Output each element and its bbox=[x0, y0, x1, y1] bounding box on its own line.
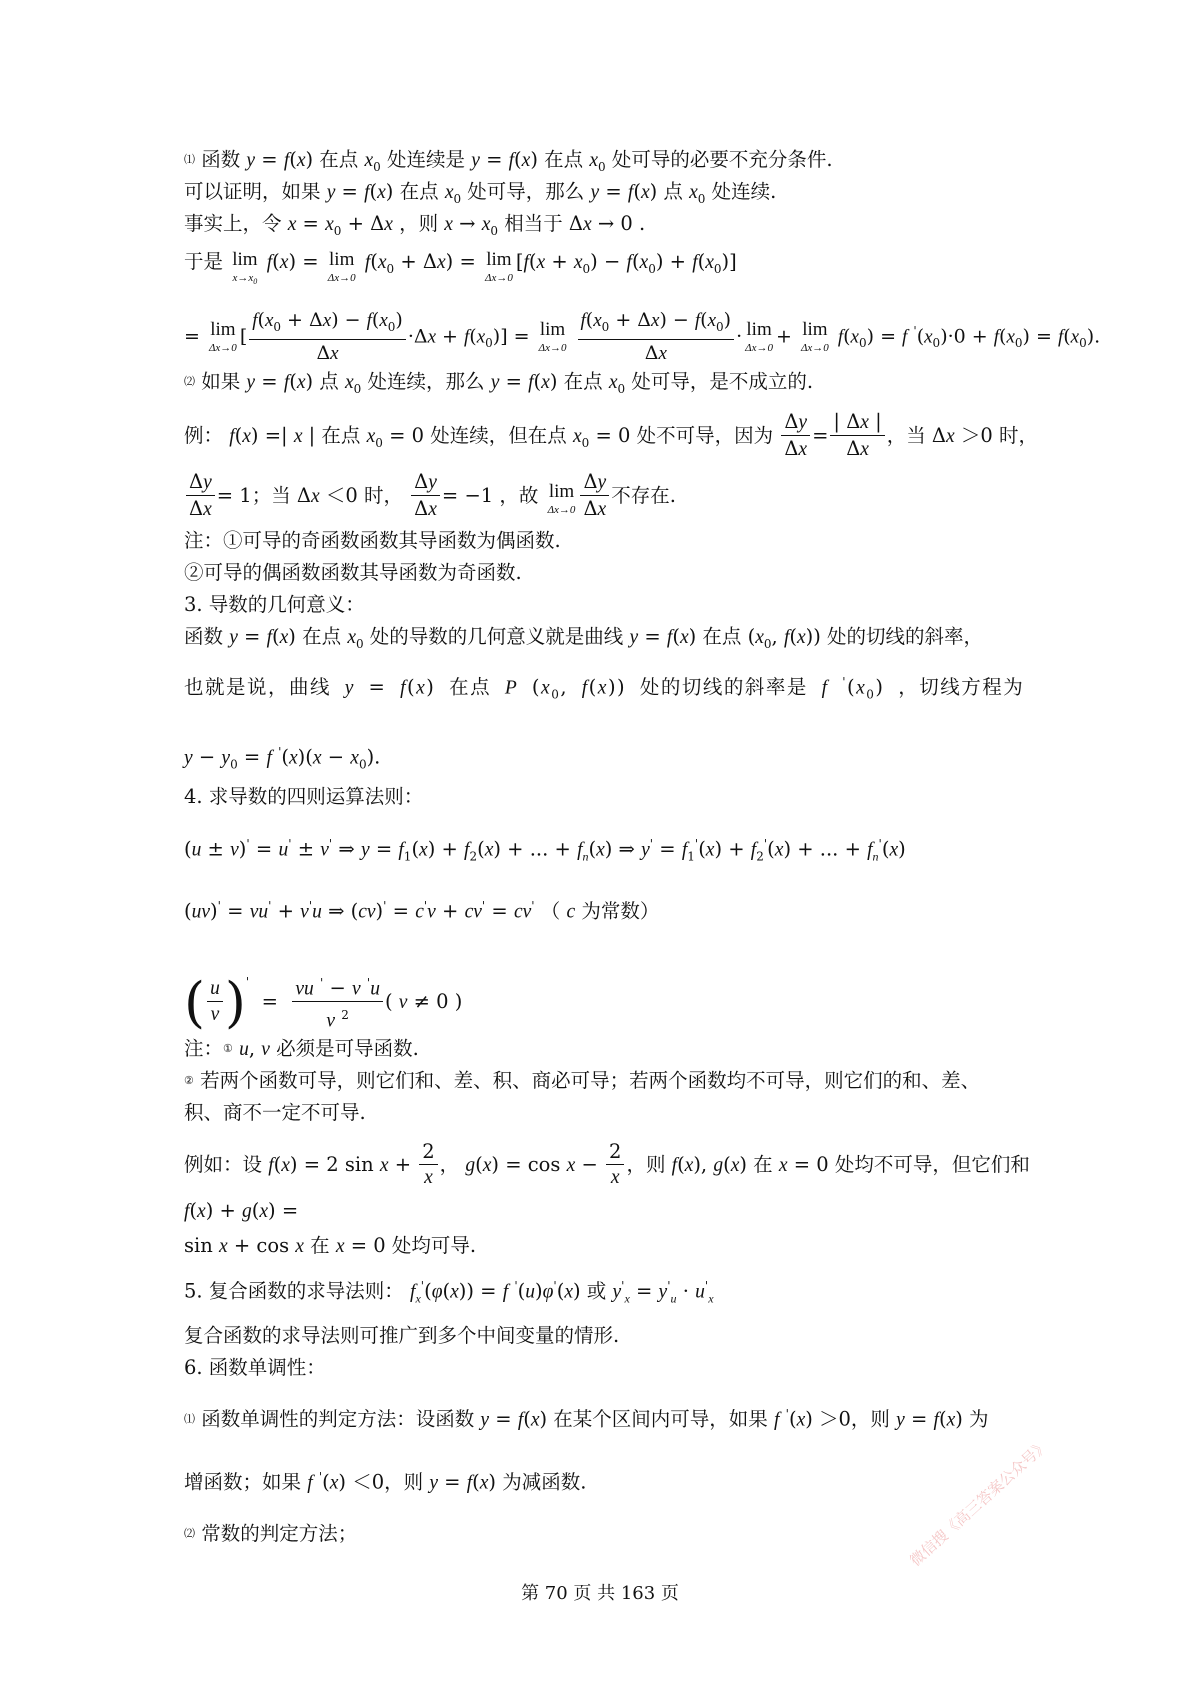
line-28: ⑴ 函数单调性的判定方法：设函数 y = f(x) 在某个区间内可导，如果 f '(x) ＞0，则 y = f(x) 为 bbox=[184, 1407, 989, 1431]
section-3-heading: 3. 导数的几何意义： bbox=[184, 593, 365, 616]
line-24: sin x + cos x 在 x = 0 处均可导. bbox=[184, 1234, 477, 1257]
line-26: 复合函数的求导法则可推广到多个中间变量的情形. bbox=[184, 1324, 620, 1347]
line-17: (uv)' = vu' + v'u ⇒ (cv)' = c'v + cv' = cv' （ c 为常数） bbox=[184, 899, 660, 923]
line-3: 事实上，令 $x = x_0 + \Delta x$ ，则 $x \to x_0$ 相当于 Δx → 0 . bbox=[184, 212, 646, 238]
line-18: ( $\frac{u}{v}$ )' = $\frac{vu ' - v 'u}{v ^2}$ ( v ≠ 0 ) bbox=[184, 970, 463, 1034]
line-2: 可以证明，如果 y = f(x) 在点 $x_0$ 处可导，那么 y = f(x) 点 $x_0$ 处连续. bbox=[184, 180, 777, 206]
line-4: 于是 lim $x\to x_0$ f(x) = lim Δx→0 $f(x_0 + \Delta x)$ = lim Δx→0 $[f(x + x_0) - f(x_0) + f(x_0)]$ bbox=[184, 249, 737, 287]
line-25: 5. 复合函数的求导法则： $f_x'(\varphi(x)) = f$ '(u)φ'(x) 或 $y'_x = y'_u \cdot u'_x$ bbox=[184, 1279, 714, 1306]
line-5: = lim Δx→0 [ $\frac{f(x_0 + \Delta x) - f(x_0)}{\Delta x}$ $\cdot\Delta x + f(x_0)$] = lim Δx→0 $\frac{f(x_0 + \Delta x) - f(x_0)}{\Delta x}$ · lim Δx→0 + lim Δx→0 $f(x_0) = f$ $'(x_0)\cdot 0 + f(x_0) = f(x_0)$. bbox=[184, 309, 1101, 364]
line-8: $\frac{\Delta y}{\Delta x}$ = 1；当 Δx ＜0 时， $\frac{\Delta y}{\Delta x}$ = −1 ，故 lim Δx→0 $\frac{\Delta y}{\Delta x}$ 不存在. bbox=[184, 470, 676, 523]
line-14: $y - y_0 = f$ $'(x)(x - x_0)$. bbox=[184, 745, 381, 772]
line-6: ⑵ 如果 y = f(x) 点 $x_0$ 处连续，那么 y = f(x) 在点 $x_0$ 处可导，是不成立的. bbox=[184, 370, 814, 396]
line-23: f(x) + g(x) = bbox=[184, 1199, 299, 1222]
section-4-heading: 4. 求导数的四则运算法则： bbox=[184, 785, 424, 808]
line-1: ⑴ 函数 y = f(x) 在点 $x_0$ 处连续是 y = f(x) 在点 $x_0$ 处可导的必要不充分条件. bbox=[184, 148, 833, 174]
line-19: 注：① u, v 必须是可导函数. bbox=[184, 1037, 419, 1060]
line-13: 也就是说，曲线 y = f(x) 在点 P ($x_0$, f(x)) 处的切线的斜率是 f $'(x_0)$ ，切线方程为 bbox=[184, 675, 1025, 702]
line-7: 例： f(x) =| x | 在点 $x_0 = 0$ 处连续，但在点 $x_0 = 0$ 处不可导，因为 $\frac{\Delta y}{\Delta x}$ = $\frac{| \Delta x |}{\Delta x}$ ，当 Δx ＞0 时， bbox=[184, 410, 1038, 460]
section-6-heading: 6. 函数单调性： bbox=[184, 1356, 326, 1379]
line-12: 函数 y = f(x) 在点 $x_0$ 处的导数的几何意义就是曲线 y = f(x) 在点 ($x_0$, f(x)) 处的切线的斜率， bbox=[184, 625, 984, 651]
line-30: ⑵ 常数的判定方法； bbox=[184, 1522, 358, 1545]
line-9: 注：①可导的奇函数函数其导函数为偶函数. bbox=[184, 529, 561, 552]
line-29: 增函数；如果 f '(x) ＜0，则 y = f(x) 为减函数. bbox=[184, 1470, 587, 1494]
line-22: 例如：设 f(x) = 2 sin x + $\frac{2}{x}$ ， g(x) = cos x − $\frac{2}{x}$ ，则 f(x), g(x) 在 x = 0 处均不可导，但它们和 bbox=[184, 1140, 1030, 1188]
line-20: ② 若两个函数可导，则它们和、差、积、商必可导；若两个函数均不可导，则它们的和、差、 bbox=[184, 1069, 981, 1092]
line-10: ②可导的偶函数函数其导函数为奇函数. bbox=[184, 561, 522, 584]
watermark: 微信搜《高三答案公众号》 bbox=[906, 1436, 1053, 1570]
line-16: (u ± v)' = u' ± v' ⇒ $y = f_1(x) + f_2(x)$ + ... + $f_n(x)$ ⇒ $y' = f_1'(x) + f_2'(x)$ + ... + $f_n'(x)$ bbox=[184, 837, 906, 864]
page-footer: 第 70 页 共 163 页 bbox=[521, 1583, 679, 1604]
line-21: 积、商不一定不可导. bbox=[184, 1101, 366, 1124]
